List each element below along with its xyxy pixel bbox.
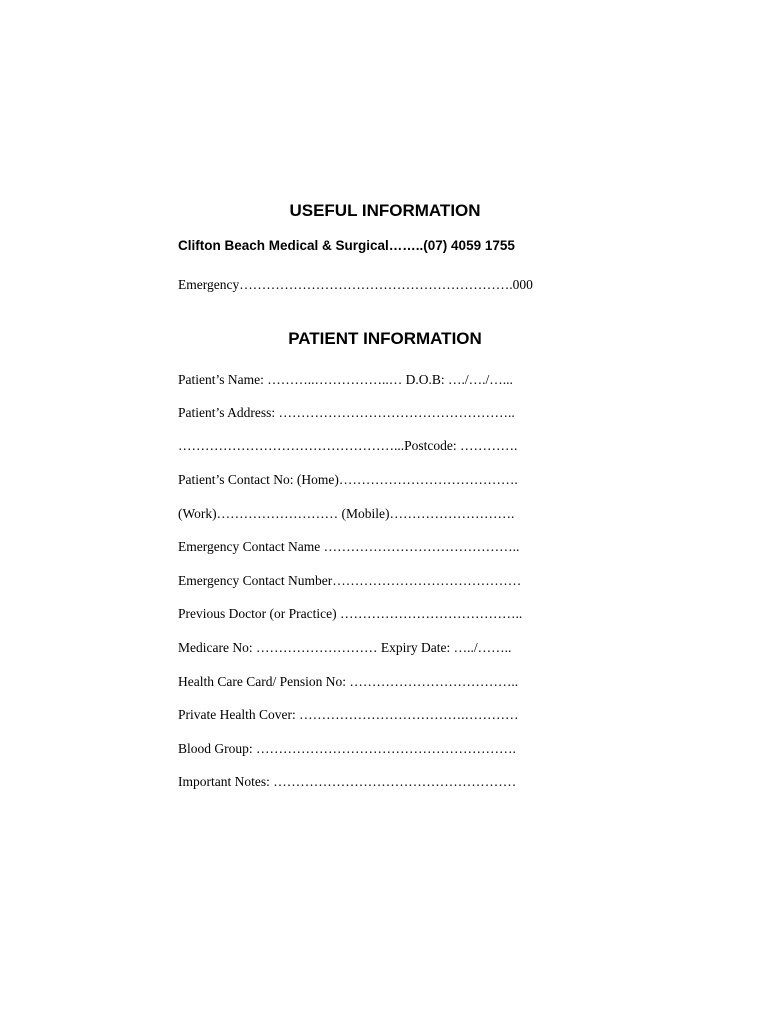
clinic-contact: Clifton Beach Medical & Surgical……..(07) 4059 1755 <box>178 238 515 253</box>
important-notes-line: Important Notes: ……………………………………………… <box>178 774 517 789</box>
patient-info-heading: PATIENT INFORMATION <box>288 329 482 348</box>
medicare-line: Medicare No: ……………………… Expiry Date: …../…….. <box>178 640 512 655</box>
blood-group-line: Blood Group: …………………………………………………. <box>178 741 516 756</box>
patient-name-dob-line: Patient’s Name: ………..……………..… D.O.B: …./…./…... <box>178 372 513 387</box>
private-health-cover-line: Private Health Cover: ……………………………….………… <box>178 707 519 722</box>
emergency-contact-number-line: Emergency Contact Number…………………………………… <box>178 573 522 588</box>
useful-info-heading: USEFUL INFORMATION <box>289 201 481 220</box>
emergency-number: Emergency…………………………………………………….000 <box>178 277 533 292</box>
health-care-card-line: Health Care Card/ Pension No: ……………………………….. <box>178 674 519 689</box>
contact-work-mobile-line: (Work)……………………… (Mobile)………………………. <box>178 506 515 521</box>
previous-doctor-line: Previous Doctor (or Practice) ………………………………….. <box>178 606 523 621</box>
postcode-line: …………………………………………...Postcode: …………. <box>178 438 518 453</box>
patient-address-line: Patient’s Address: …………………………………………….. <box>178 405 515 420</box>
emergency-contact-name-line: Emergency Contact Name …………………………………….. <box>178 539 520 554</box>
contact-home-line: Patient’s Contact No: (Home)…………………………………. <box>178 472 518 487</box>
